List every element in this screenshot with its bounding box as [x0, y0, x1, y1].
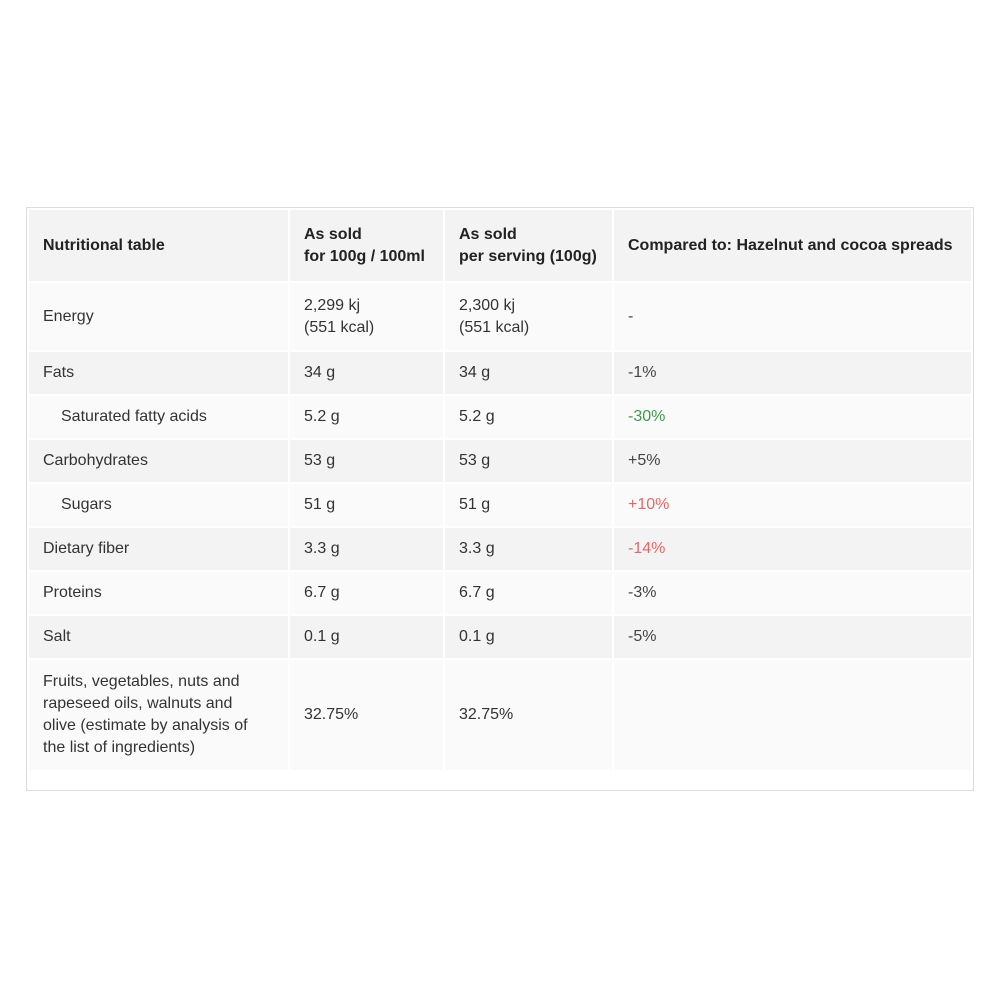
cell-per-serving: 51 g [445, 484, 612, 526]
cell-per-100g: 5.2 g [290, 396, 443, 438]
cell-compare: -1% [614, 352, 971, 394]
row-label-line2: rapeseed oils, walnuts and [43, 695, 233, 712]
header-compared-to: Compared to: Hazelnut and cocoa spreads [614, 210, 971, 281]
cell-compare: -30% [614, 396, 971, 438]
table-row-salt [29, 616, 971, 658]
row-label: Proteins [29, 572, 288, 614]
row-label-line3: olive (estimate by analysis of [43, 717, 248, 734]
cell-compare: +5% [614, 440, 971, 482]
table-row-energy [29, 283, 971, 350]
row-label: Salt [29, 616, 288, 658]
row-label-line4: the list of ingredients) [43, 739, 196, 756]
header-per-serving-line2: per serving (100g) [459, 247, 597, 265]
table-row-carbohydrates [29, 440, 971, 482]
table-row-saturated-fatty-acids [29, 396, 971, 438]
cell-per-serving [445, 283, 612, 350]
header-nutritional-table: Nutritional table [29, 210, 288, 281]
cell-per-serving: 0.1 g [445, 616, 612, 658]
row-label: Saturated fatty acids [29, 396, 288, 438]
cell-per-100g: 0.1 g [290, 616, 443, 658]
table-row-dietary-fiber [29, 528, 971, 570]
nutrition-table-container [26, 207, 974, 791]
cell-per-100g: 3.3 g [290, 528, 443, 570]
header-per-serving-line1: As sold [459, 225, 517, 243]
cell-per-100g: 34 g [290, 352, 443, 394]
row-label: Sugars [29, 484, 288, 526]
cell-per-serving: 53 g [445, 440, 612, 482]
header-per-100g-line1: As sold [304, 225, 362, 243]
header-per-100g [290, 210, 443, 281]
row-label-line1: Fruits, vegetables, nuts and [43, 673, 240, 690]
cell-per-serving: 5.2 g [445, 396, 612, 438]
header-per-serving [445, 210, 612, 281]
table-header-row [29, 210, 971, 281]
row-label: Energy [29, 283, 288, 350]
cell-per-serving: 34 g [445, 352, 612, 394]
cell-per-100g-kcal: (551 kcal) [304, 318, 375, 336]
row-label: Dietary fiber [29, 528, 288, 570]
cell-compare: -5% [614, 616, 971, 658]
cell-per-100g-kj: 2,299 kj [304, 296, 361, 314]
nutrition-table [27, 208, 973, 772]
table-row-fruits-vegetables-nuts [29, 660, 971, 770]
cell-compare: +10% [614, 484, 971, 526]
cell-per-100g: 51 g [290, 484, 443, 526]
row-label: Carbohydrates [29, 440, 288, 482]
cell-compare: -14% [614, 528, 971, 570]
cell-per-100g [290, 283, 443, 350]
cell-per-serving-kj: 2,300 kj [459, 296, 516, 314]
cell-per-serving: 6.7 g [445, 572, 612, 614]
cell-per-serving: 32.75% [445, 660, 612, 770]
cell-per-serving: 3.3 g [445, 528, 612, 570]
cell-compare: - [614, 283, 971, 350]
cell-per-100g: 32.75% [290, 660, 443, 770]
table-row-fats [29, 352, 971, 394]
cell-compare: -3% [614, 572, 971, 614]
cell-per-100g: 6.7 g [290, 572, 443, 614]
table-row-sugars [29, 484, 971, 526]
cell-compare [614, 660, 971, 770]
cell-per-100g: 53 g [290, 440, 443, 482]
header-per-100g-line2: for 100g / 100ml [304, 247, 425, 265]
row-label [29, 660, 288, 770]
cell-per-serving-kcal: (551 kcal) [459, 318, 530, 336]
table-row-proteins [29, 572, 971, 614]
row-label: Fats [29, 352, 288, 394]
